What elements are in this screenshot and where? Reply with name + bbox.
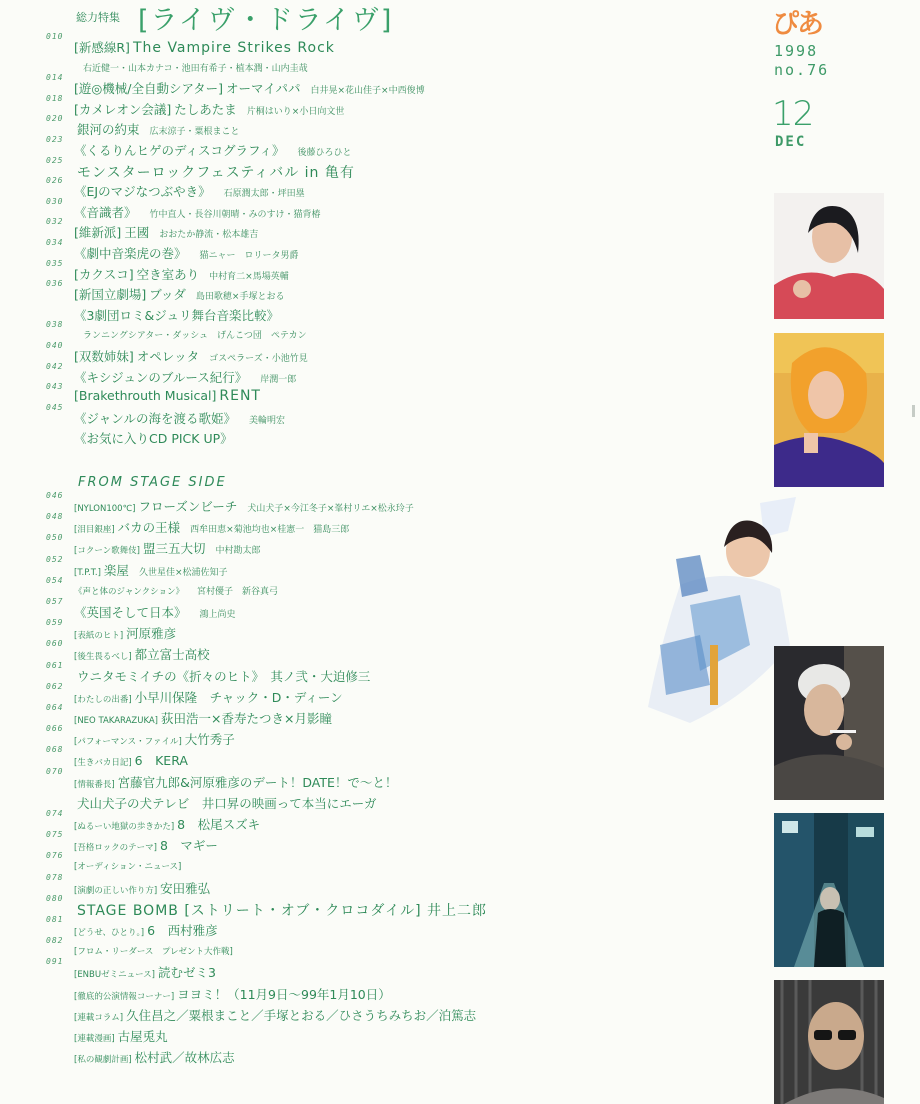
- toc-entry: [0, 176, 760, 202]
- toc-entry: [0, 915, 760, 941]
- toc-title-line: [74, 836, 228, 854]
- toc-title-line: [74, 306, 292, 324]
- toc-category: [NEO TAKARAZUKA]: [74, 716, 158, 726]
- toc-entry: [0, 238, 760, 264]
- toc-title: 6 KERA: [134, 753, 188, 769]
- toc-credit: 美輪明宏: [248, 415, 285, 426]
- toc-title-line: [74, 645, 220, 663]
- toc-title-line: [74, 497, 414, 515]
- feature-title: [ライヴ・ドライヴ]: [138, 5, 394, 36]
- toc-title-line: [74, 539, 261, 557]
- toc-page-number: 080: [46, 893, 64, 903]
- toc-title: ヨヨミ！（11月9日～99年1月10日）: [177, 986, 391, 1002]
- toc-title: 安田雅弘: [160, 880, 211, 896]
- toc-title: 久住昌之／粟根まこと／手塚とおる／ひさうちみちお／泊篤志: [126, 1007, 477, 1023]
- toc-entry: [0, 429, 760, 449]
- toc-title-line: [74, 38, 345, 56]
- toc-entry: [0, 114, 760, 140]
- toc-entry: [0, 135, 760, 161]
- toc-title: 犬山犬子の犬テレビ 井口昇の映画って本当にエーガ: [77, 795, 377, 811]
- toc-page-number: 036: [46, 279, 64, 289]
- toc-page-number: 075: [46, 830, 64, 840]
- toc-entry: [0, 809, 760, 835]
- toc-page-number: 074: [46, 809, 64, 818]
- toc-entry: [0, 957, 760, 983]
- toc-entry: [0, 1027, 760, 1047]
- toc-page-number: 050: [46, 533, 64, 543]
- toc-title-line: [70, 59, 308, 74]
- photo-night-street: [774, 813, 884, 967]
- toc-category: [連載コラム]: [74, 1012, 124, 1023]
- toc-category: 《劇中音楽虎の巻》: [74, 246, 187, 261]
- toc-entry: [0, 936, 760, 962]
- toc-page-number: 010: [46, 32, 64, 41]
- toc-entry: [0, 217, 760, 243]
- toc-category: [どうせ、ひとり。]: [74, 928, 145, 938]
- toc-entry: [0, 872, 760, 899]
- toc-title-line: [74, 1027, 178, 1045]
- toc-title: モンスターロックフェスティバル in 亀有: [77, 164, 355, 181]
- toc-entry: [0, 794, 760, 814]
- toc-title-line: [74, 162, 365, 182]
- toc-page-number: 040: [46, 341, 64, 350]
- toc-page-number: 045: [46, 402, 64, 412]
- toc-category: 《ジャンルの海を渡る歌姫》: [74, 410, 236, 426]
- toc-credit: 竹中直人・長谷川朝晴・みのすけ・猫背椿: [149, 209, 321, 220]
- toc-category: [ぬるーい地獄の歩きかた]: [74, 822, 175, 832]
- toc-page-number: 023: [46, 135, 64, 144]
- toc-title: バカの王様: [117, 520, 181, 536]
- toc-category: 《声と体のジャンクション》: [74, 586, 184, 597]
- toc-category: 《お気に入りCD PICK UP》: [74, 431, 233, 447]
- toc-page-number: 052: [46, 554, 64, 564]
- toc-title-line: [74, 603, 236, 621]
- toc-category: [カクスコ]: [74, 266, 134, 282]
- toc-title: 空き室あり: [136, 266, 200, 282]
- toc-category: [ENBUゼミニュース]: [74, 970, 155, 981]
- toc-page-number: 042: [46, 361, 64, 371]
- toc-title-line: [74, 985, 401, 1003]
- toc-credit: 石原潤太郎・坪田塁: [223, 189, 305, 200]
- toc-category: [徹底的公演情報コーナー]: [74, 991, 175, 1002]
- toc-page-number: 060: [46, 639, 64, 649]
- toc-entry: [0, 830, 760, 856]
- toc-credit: 白井晃×花山佳子×中西俊博: [310, 86, 425, 97]
- issue-month-label: DEC: [775, 134, 807, 150]
- toc-category: [双数姉妹]: [74, 349, 134, 364]
- toc-title: 8 松尾スズキ: [177, 817, 261, 832]
- toc-page-number: 091: [46, 957, 64, 967]
- toc-title-line: [74, 815, 270, 833]
- toc-category: [フロム・リーダース プレゼント大作戦]: [74, 947, 233, 958]
- toc-entry: [0, 1006, 760, 1026]
- toc-category: [Brakethrouth Musical]: [74, 388, 217, 404]
- toc-credit: 久世星佳×松浦佐知子: [138, 567, 228, 578]
- toc-title-line: [74, 582, 278, 597]
- toc-title: The Vampire Strikes Rock: [132, 40, 335, 56]
- toc-title-line: [70, 326, 307, 341]
- issue-month: 12: [772, 94, 814, 134]
- page-edge-mark: [912, 405, 915, 417]
- toc-page-number: 038: [46, 320, 64, 330]
- toc-title-line: [74, 624, 186, 642]
- toc-title-line: [74, 857, 194, 872]
- toc-title: 宮藤官九郎&河原雅彦のデート！DATE！で～と！: [117, 774, 398, 790]
- toc-category: [私の観劇計画]: [74, 1055, 132, 1066]
- toc-credit: 犬山犬子×今江冬子×峯村リエ×松永玲子: [247, 504, 414, 514]
- toc-category: [後生畏るべし]: [74, 652, 132, 663]
- toc-page-number: 018: [46, 93, 64, 103]
- photo-man-with-cigarette: [774, 646, 884, 800]
- toc-page-number: 068: [46, 745, 64, 755]
- toc-title-line: [74, 688, 353, 706]
- toc-credit: 広末涼子・粟根まこと: [149, 127, 240, 138]
- toc-title-line: [74, 244, 299, 262]
- toc-title-line: [74, 730, 245, 748]
- toc-category: 《音識者》: [74, 204, 137, 220]
- toc-entry: [0, 724, 760, 750]
- toc-page-number: 078: [46, 872, 64, 882]
- toc-page-number: 035: [46, 258, 64, 268]
- toc-entry: [0, 320, 760, 346]
- toc-title-line: [74, 518, 349, 536]
- toc-entry: [0, 32, 760, 58]
- toc-page-number: 030: [46, 196, 64, 206]
- toc-entry: [0, 382, 760, 408]
- toc-page-number: 081: [46, 915, 64, 924]
- toc-category: 《3劇団ロミ&ジュリ舞台音楽比較》: [74, 307, 279, 323]
- toc-credit: 中村勘太郎: [215, 546, 261, 557]
- toc-page-number: 070: [46, 766, 64, 776]
- toc-page-number: 066: [46, 724, 64, 734]
- toc-credit: 鴻上尚史: [199, 610, 236, 620]
- toc-page-number: 046: [46, 491, 64, 500]
- toc-title-line: [74, 223, 258, 241]
- toc-title: たしあたま: [174, 101, 237, 117]
- toc-entry: [0, 341, 760, 367]
- toc-title: RENT: [219, 388, 261, 405]
- toc-page-number: 026: [46, 176, 64, 186]
- toc-entry: [0, 258, 760, 285]
- toc-title-line: [74, 409, 285, 427]
- toc-title-line: [74, 900, 497, 920]
- toc-entry: [0, 279, 760, 305]
- toc-category: [NYLON100℃]: [74, 504, 136, 514]
- toc-page-number: 061: [46, 660, 64, 670]
- toc-category: [情報番長]: [74, 779, 115, 790]
- toc-title-line: [74, 265, 289, 283]
- toc-entry: [0, 59, 760, 79]
- toc-title: 盟三五大切: [142, 541, 206, 557]
- toc-title-line: [74, 100, 344, 118]
- toc-entry: [0, 361, 760, 388]
- toc-title-line: [74, 921, 228, 939]
- toc-page-number: 043: [46, 382, 64, 392]
- header-label: 総力特集: [76, 11, 120, 24]
- toc-category: [わたしの出番]: [74, 694, 132, 705]
- toc-category: [新国立劇場]: [74, 287, 147, 303]
- section-heading-from-stage-side: FROM STAGE SIDE: [78, 475, 227, 490]
- toc-title-line: [74, 120, 240, 138]
- toc-entry: [0, 985, 760, 1005]
- toc-entry: [0, 745, 760, 771]
- toc-title-line: [74, 561, 227, 579]
- toc-page-number: 082: [46, 936, 64, 946]
- toc-title-line: [74, 709, 342, 727]
- toc-title: 松村武／故林広志: [134, 1050, 235, 1066]
- toc-entry: [0, 1048, 760, 1068]
- toc-page-number: 020: [46, 114, 64, 124]
- toc-title-line: [74, 388, 271, 404]
- toc-title-line: [74, 1048, 245, 1066]
- toc-credit: 猫ニャー ロリータ男爵: [199, 251, 299, 261]
- toc-credit: 中村育二×馬場英輔: [209, 271, 289, 282]
- toc-title: 河原雅彦: [126, 626, 177, 642]
- toc-title-line: [74, 347, 308, 365]
- toc-title-line: [74, 203, 321, 221]
- toc-title-line: [74, 794, 387, 812]
- toc-category: [カメレオン会議]: [74, 101, 172, 117]
- toc-entry: [0, 73, 760, 99]
- toc-entry: [0, 766, 760, 793]
- toc-title: 楽屋: [103, 562, 129, 578]
- toc-title: ウニタモミイチの《折々のヒト》 其ノ弐・大迫修三: [77, 668, 371, 684]
- toc-category: [演劇の正しい作り方]: [74, 885, 158, 896]
- toc-category: [連載漫画]: [74, 1034, 115, 1044]
- toc-title-line: [74, 879, 220, 897]
- toc-credit: 右近健一・山本カナコ・池田有希子・植本潤・山内圭哉: [83, 63, 308, 74]
- toc-title-line: [74, 182, 305, 200]
- toc-page-number: 059: [46, 618, 64, 628]
- toc-title: 荻田浩一×香寿たつき×月影瞳: [161, 711, 332, 726]
- toc-title-line: [74, 751, 198, 769]
- magazine-logo: [772, 2, 842, 38]
- photo-man-sunglasses: [774, 980, 884, 1104]
- toc-title: 銀河の約束: [77, 122, 140, 138]
- toc-credit: 片桐はいり×小日向文世: [246, 106, 345, 117]
- toc-title: フローズンビーチ: [138, 499, 238, 514]
- toc-title: 大竹秀子: [184, 732, 235, 748]
- toc-entry: [0, 155, 760, 182]
- toc-credit: 島田歌穂×手塚とおる: [195, 292, 285, 303]
- toc-title: STAGE BOMB [ストリート・オブ・クロコダイル] 井上二郎: [77, 902, 488, 919]
- toc-page-number: 057: [46, 597, 64, 606]
- toc-category: [T.P.T.]: [74, 567, 101, 578]
- toc-title-line: [74, 963, 226, 981]
- toc-title: ブッダ: [149, 287, 186, 303]
- toc-category: 《EJのマジなつぶやき》: [74, 184, 211, 200]
- toc-title: 古屋兎丸: [117, 1029, 168, 1044]
- toc-credit: 岸潤一郎: [260, 374, 297, 385]
- toc-title: オーマイパパ: [226, 81, 301, 97]
- toc-credit: おおたか静流・松本雄吉: [159, 230, 259, 241]
- toc-page-number: 064: [46, 703, 64, 712]
- toc-title: 都立富士高校: [134, 647, 210, 663]
- toc-title-line: [74, 773, 407, 791]
- toc-title-line: [74, 141, 352, 159]
- toc-page-number: 076: [46, 851, 64, 861]
- toc-entry: [0, 402, 760, 429]
- toc-category: [新感線R]: [74, 40, 130, 55]
- logo-text: ぴあ: [772, 9, 822, 40]
- toc-category: [泪目銀座]: [74, 525, 115, 536]
- toc-title: オペレッタ: [136, 349, 200, 364]
- toc-category: [吾格ロックのテーマ]: [74, 843, 157, 854]
- toc-page-number: 054: [46, 575, 64, 585]
- toc-title-line: [74, 942, 246, 957]
- toc-title-line: [74, 368, 296, 386]
- toc-title-line: [74, 1006, 486, 1024]
- toc-page-number: 048: [46, 512, 64, 522]
- issue-number: 1998 no.76: [774, 42, 830, 79]
- toc-title-line: [74, 79, 425, 97]
- toc-title: 王國: [124, 225, 150, 241]
- photo-blonde-woman: [774, 333, 884, 487]
- toc-entry: [0, 93, 760, 120]
- toc-title: 読むゼミ3: [158, 965, 216, 981]
- photo-singer-portrait: [774, 193, 884, 319]
- toc-credit: 宮村優子 新谷真弓: [197, 586, 279, 597]
- toc-title: 8 マギー: [159, 838, 218, 854]
- toc-entry: [0, 851, 760, 877]
- toc-page-number: 034: [46, 238, 64, 247]
- toc-category: [維新派]: [74, 225, 122, 241]
- toc-credit: ゴスペラーズ・小池竹見: [209, 354, 308, 364]
- toc-title-line: [74, 667, 380, 685]
- toc-category: 《英国そして日本》: [74, 605, 187, 620]
- toc-title: 小早川保隆 チャック・D・ディーン: [134, 689, 343, 705]
- toc-entry: [0, 196, 760, 223]
- toc-category: [表紙のヒト]: [74, 631, 124, 642]
- toc-page-number: 014: [46, 73, 64, 83]
- toc-category: 《キシジュンのブルース紀行》: [74, 369, 248, 385]
- toc-page-number: 025: [46, 155, 64, 165]
- toc-category: [オーディション・ニュース]: [74, 862, 182, 873]
- toc-title-line: [74, 285, 284, 303]
- toc-page-number: 032: [46, 217, 64, 227]
- toc-entry: [0, 306, 760, 326]
- toc-credit: ランニングシアター・ダッシュ げんこつ団 ペテカン: [83, 331, 307, 342]
- toc-page-number: 062: [46, 681, 64, 691]
- toc-category: 《くるりんヒゲのディスコグラフィ》: [74, 143, 285, 158]
- toc-title: 6 西村雅彦: [147, 923, 218, 938]
- toc-entry: [0, 893, 760, 920]
- toc-category: [生きバカ日記]: [74, 758, 132, 769]
- toc-category: [コクーン歌舞伎]: [74, 546, 140, 557]
- toc-credit: 後藤ひろひと: [297, 148, 352, 158]
- toc-category: [パフォーマンス・ファイル]: [74, 737, 182, 748]
- toc-category: [遊◎機械/全自動シアター]: [74, 81, 223, 97]
- toc-title-line: [74, 429, 246, 447]
- toc-credit: 西牟田恵×菊池均也×桂憲一 猫島三郎: [190, 525, 350, 536]
